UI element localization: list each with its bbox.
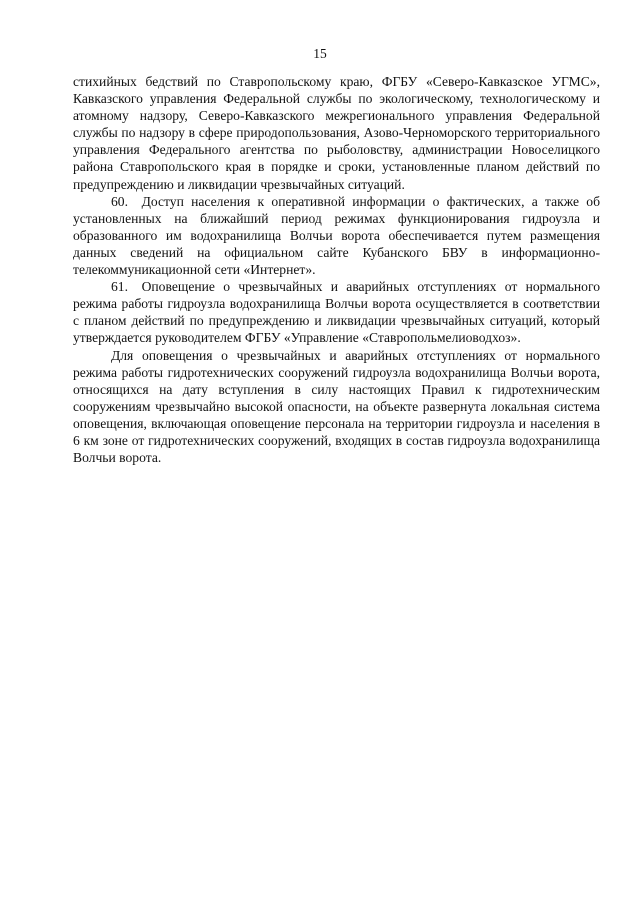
- paragraph-item-61: 61. Оповещение о чрезвычайных и аварийных отступлениях от нормального режима работы гидроузла водохранилища Волчьи ворота осуществляется в соответствии с планом действий по предупреждению и ликвидации чрезвычайных ситуаций, который утверждается руководителем ФГБУ «Управление «Ставропольмелиоводхоз».: [73, 279, 600, 346]
- paragraph-item-60: 60. Доступ населения к оперативной информации о фактических, а также об установленных на ближайший период режимах функционирования гидроузла и образованного им водохранилища Волчьи ворота обеспечивается путем размещения данных сведений на официальном сайте Кубанского БВУ в информационно-телекоммуникационной сети «Интернет».: [73, 193, 600, 278]
- paragraph-continuation: стихийных бедствий по Ставропольскому краю, ФГБУ «Северо-Кавказское УГМС», Кавказского управления Федеральной службы по экологическому, технологическому и атомному надзору, Северо-Кавказского межрегионального управления Федеральной службы по надзору в сфере природопользования, Азово-Черноморского территориального управления Федерального агентства по рыболовству, администрации Новоселицкого района Ставропольского края в порядке и сроки, установленные планом действий по предупреждению и ликвидации чрезвычайных ситуаций.: [73, 74, 600, 192]
- document-body: [73, 73, 600, 466]
- page-number: 15: [313, 46, 327, 61]
- paragraph-notification-system: Для оповещения о чрезвычайных и аварийных отступлениях от нормального режима работы гидротехнических сооружений гидроузла водохранилища Волчьи ворота, относящихся на дату вступления в силу настоящих Правил к гидротехническим сооружениям чрезвычайно высокой опасности, на объекте развернута локальная система оповещения, включающая оповещение персонала на территории гидроузла и населения в 6 км зоне от гидротехнических сооружений, входящих в состав гидроузла водохранилища Волчьи ворота.: [73, 347, 600, 466]
